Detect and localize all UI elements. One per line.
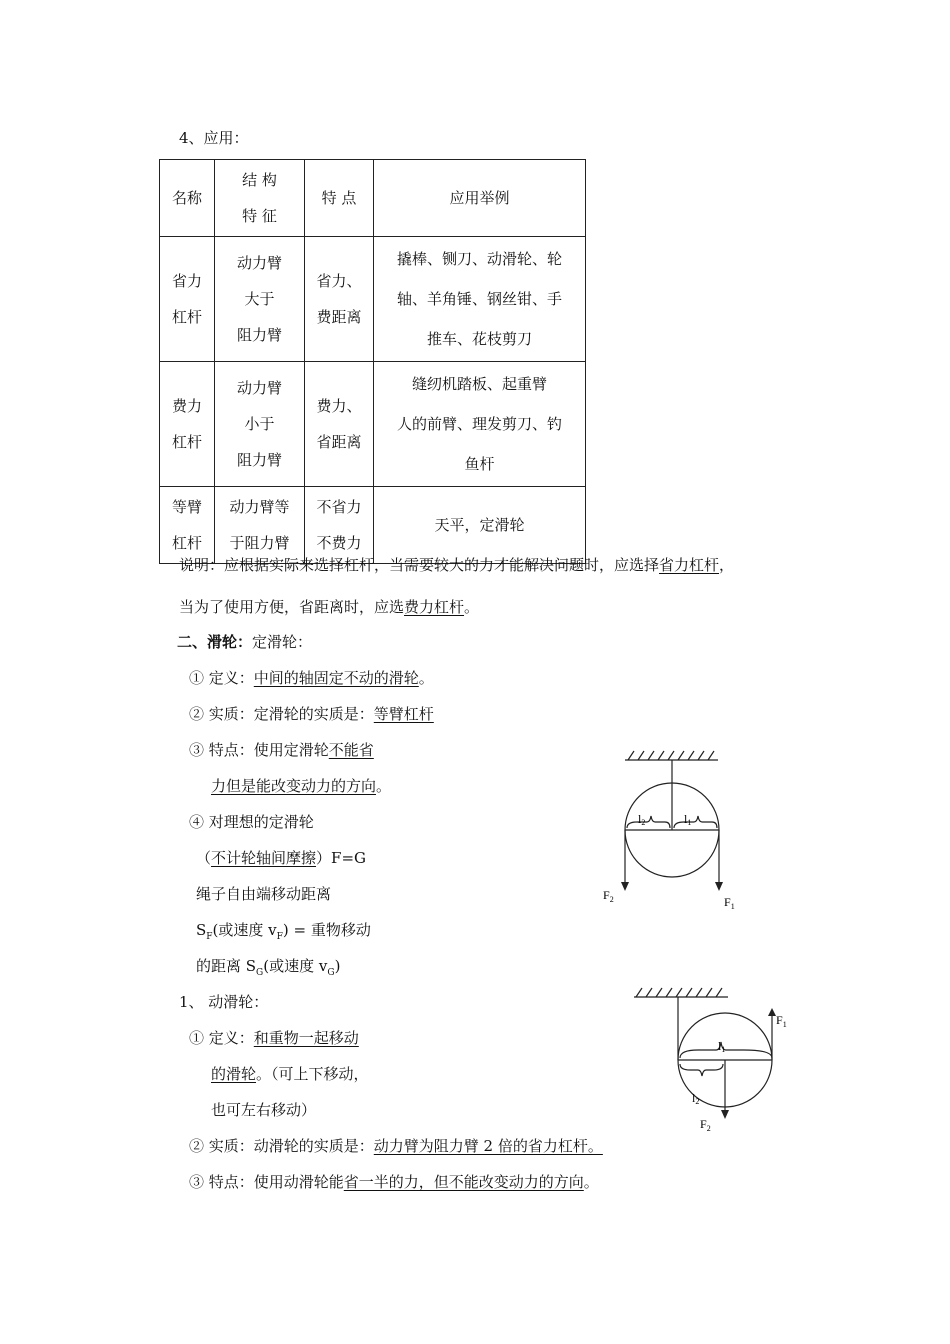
cell-name: 费力 杠杆 (160, 362, 215, 487)
label: ③ 特点：使用动滑轮能 (189, 1173, 344, 1191)
punct: 。 (376, 777, 392, 795)
note-period: 。 (464, 598, 480, 616)
note-comma: ， (719, 556, 735, 574)
cell-structure: 动力臂 小于 阻力臂 (215, 362, 305, 487)
header-feature: 特 点 (305, 160, 374, 237)
note-line-1 (179, 555, 734, 575)
label-l2: l2 (638, 812, 646, 827)
arrow-f2 (621, 882, 629, 891)
arrow-f1 (768, 1008, 776, 1016)
text: (或速度 v (212, 921, 277, 939)
header-name: 名称 (160, 160, 215, 237)
subscript: G (327, 968, 335, 978)
formula: ）F=G (316, 849, 366, 867)
ceiling-hatch (636, 988, 722, 997)
subscript: F (276, 932, 283, 942)
subscript: F (206, 932, 213, 942)
label-f1: $F_1$ (724, 895, 735, 911)
cell-examples: 天平，定滑轮 (374, 487, 586, 564)
ceiling-hatch (628, 751, 714, 760)
punct: 。 (418, 669, 434, 687)
fixed-feature (189, 740, 374, 760)
cell-feature: 省力、 费距离 (305, 237, 374, 362)
label: ① 定义： (189, 669, 254, 687)
note-answer-2: 费力杠杆 (404, 598, 465, 616)
note-answer-1: 省力杠杆 (659, 556, 720, 574)
pulley-heading: 二、滑轮： (177, 633, 253, 651)
label: ② 实质：动滑轮的实质是： (189, 1137, 374, 1155)
label: ③ 特点：使用定滑轮 (189, 741, 329, 759)
fixed-pulley-heading: 定滑轮： (252, 633, 313, 651)
subscript: G (256, 968, 264, 978)
fixed-definition (189, 668, 434, 688)
answer: 力但是能改变动力的方向 (211, 777, 377, 795)
text: ) = 重物移动 (282, 921, 371, 939)
fixed-pulley-diagram (600, 750, 735, 920)
movable-feature (189, 1172, 599, 1192)
table-row (160, 237, 586, 362)
cell-examples: 缝纫机踏板、起重臂 人的前臂、理发剪刀、钓 鱼杆 (374, 362, 586, 487)
cell-structure: 动力臂 大于 阻力臂 (215, 237, 305, 362)
arrow-f2 (721, 1110, 729, 1119)
answer: 动力臂为阻力臂 2 倍的省力杠杆。 (373, 1137, 603, 1155)
cell-feature: 费力、 省距离 (305, 362, 374, 487)
fixed-feature-cont (211, 776, 391, 796)
header-examples: 应用举例 (374, 160, 586, 237)
text: (或速度 v (263, 957, 328, 975)
brace-l1 (680, 1042, 772, 1058)
punct: 。 (583, 1173, 599, 1191)
brace-l2 (680, 1064, 723, 1076)
label-f2: $F_2$ (603, 888, 614, 904)
lever-application-table (159, 159, 586, 564)
label-l1: l1 (684, 812, 692, 827)
fixed-ideal-formula (196, 848, 366, 868)
section-2-heading (177, 632, 312, 652)
text: ) (334, 957, 341, 975)
brace-l1 (674, 816, 717, 828)
label-l2: l2 (692, 1091, 700, 1106)
fixed-essence (189, 704, 434, 724)
symbol: S (196, 921, 207, 939)
punct: （ (196, 849, 212, 867)
rope-line-3 (196, 956, 340, 983)
brace-l2 (627, 816, 670, 828)
note-line-2 (179, 597, 479, 617)
movable-heading: 1、 动滑轮： (179, 993, 269, 1011)
header-structure: 结 构 特 征 (215, 160, 305, 237)
label-l1: l1 (718, 1039, 726, 1054)
table-row (160, 362, 586, 487)
label: ② 实质：定滑轮的实质是： (189, 705, 374, 723)
cell-feature: 不省力 不费力 (305, 487, 374, 564)
section-4-title: 4、应用： (179, 129, 249, 147)
text: 的距离 S (196, 957, 257, 975)
cell-name: 等臂 杠杆 (160, 487, 215, 564)
text: 。（可上下移动， (256, 1065, 369, 1083)
cell-name: 省力 杠杆 (160, 237, 215, 362)
fixed-ideal: ④ 对理想的定滑轮 (189, 813, 314, 831)
movable-definition-cont-2: 也可左右移动） (211, 1101, 317, 1119)
label: ① 定义： (189, 1029, 254, 1047)
cell-structure: 动力臂等 于阻力臂 (215, 487, 305, 564)
answer: 不计轮轴间摩擦 (211, 849, 317, 867)
cell-examples: 撬棒、铡刀、动滑轮、轮 轴、羊角锤、钢丝钳、手 推车、花枝剪刀 (374, 237, 586, 362)
label-f2: $F_2$ (700, 1117, 711, 1133)
arrow-f1 (715, 882, 723, 891)
answer: 中间的轴固定不动的滑轮 (253, 669, 419, 687)
label-f1: $F_1$ (776, 1013, 787, 1029)
note-text-2: 当为了使用方便，省距离时，应选 (179, 598, 405, 616)
rope-line-2 (196, 920, 371, 947)
note-text: 说明：应根据实际来选择杠杆，当需要较大的力才能解决问题时，应选择 (179, 556, 660, 574)
rope-line-1: 绳子自由端移动距离 (196, 885, 332, 903)
answer: 不能省 (328, 741, 374, 759)
answer: 和重物一起移动 (253, 1029, 359, 1047)
answer: 等臂杠杆 (373, 705, 434, 723)
movable-definition (189, 1028, 359, 1048)
table-row (160, 487, 586, 564)
table-header-row (160, 160, 586, 237)
answer: 省一半的力，但不能改变动力的方向 (343, 1173, 584, 1191)
answer: 的滑轮 (211, 1065, 257, 1083)
movable-pulley-diagram (630, 978, 800, 1138)
movable-definition-cont (211, 1064, 369, 1084)
movable-essence (189, 1136, 603, 1156)
